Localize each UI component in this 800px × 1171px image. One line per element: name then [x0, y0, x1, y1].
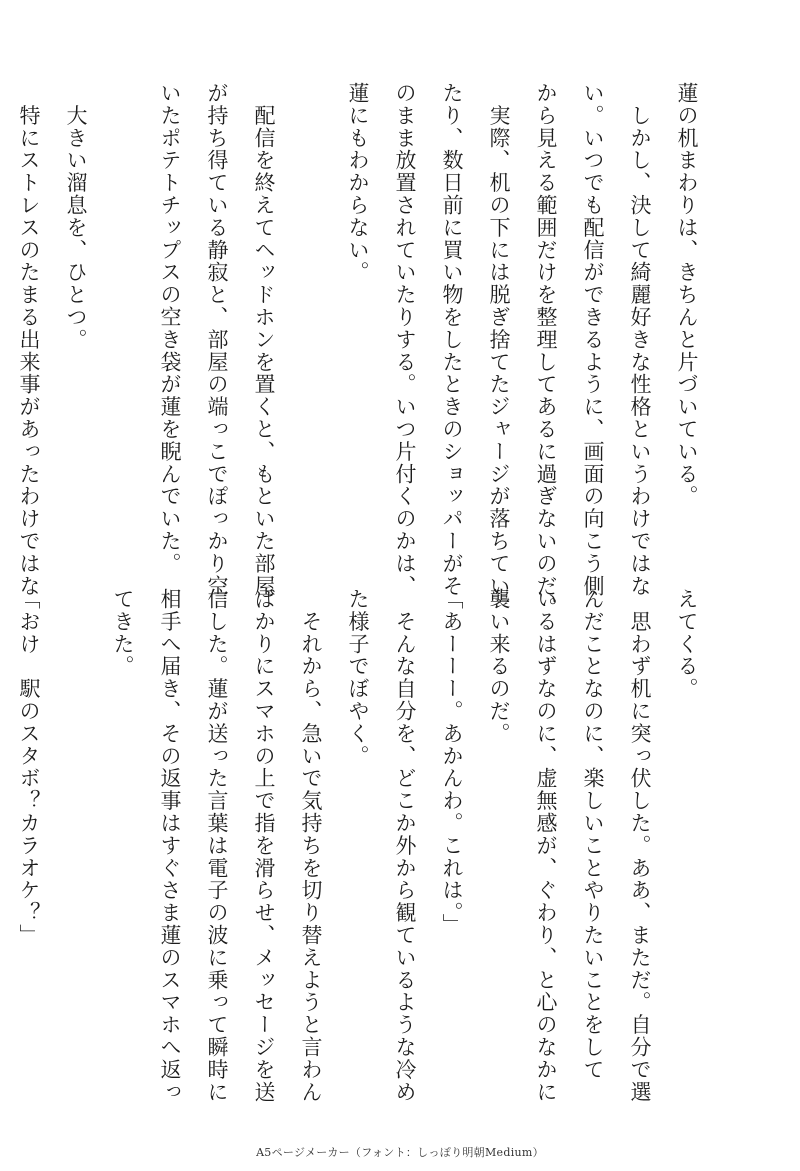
text-line: た様子でぼやく。	[346, 588, 370, 768]
text-line: 思わず机に突っ伏した。ああ、まただ。自分で選	[628, 588, 652, 1104]
text-line: 蓮にもわからない。	[346, 82, 370, 284]
text-line: ばかりにスマホの上で指を滑らせ、メッセージを送	[252, 588, 276, 1104]
text-line: いるはずなのに、虚無感が、ぐわり、と心のなかに	[534, 588, 558, 1104]
lower-text-block	[0, 588, 710, 1104]
text-line: そんな自分を、どこか外から観ているような冷め	[393, 588, 417, 1104]
text-line: それから、急いで気持ちを切り替えようと言わん	[299, 588, 323, 1104]
text-line: のまま放置されていたりする。いつ片付くのかは、	[393, 82, 417, 598]
text-line	[52, 588, 99, 1058]
text-line: 実際、机の下には脱ぎ捨てたジャージが落ちてい	[487, 82, 511, 598]
text-line: んだことなのに、楽しいことやりたいことをして	[581, 588, 605, 1081]
text-line: 「おけ 駅のスタボ？カラオケ？」	[17, 588, 41, 947]
footer-caption: A5ページメーカー（フォント：しっぽり明朝Medium）	[256, 1146, 544, 1159]
text-line: い。いつでも配信ができるように、画面の向こう側	[581, 82, 605, 598]
upper-text-block	[0, 82, 710, 620]
text-line: たり、数日前に買い物をしたときのショッパーがそ	[440, 82, 464, 598]
text-line: いたポテトチップスの空き袋が蓮を睨んでいた。	[158, 82, 182, 575]
text-line: 「あーーー。あかんわ。これは。」	[440, 588, 464, 936]
text-line: 特にストレスのたまる出来事があったわけではな	[17, 82, 41, 598]
text-line	[0, 82, 5, 552]
text-line: 蓮の机まわりは、きちんと片づいている。	[675, 82, 699, 508]
text-line: えてくる。	[675, 588, 699, 700]
text-line: 襲い来るのだ。	[487, 588, 511, 745]
text-line: 信した。蓮が送った言葉は電子の波に乗って瞬時に	[205, 588, 229, 1104]
text-line: が持ち得ている静寂と、部屋の端っこでぽっかり空	[205, 82, 229, 598]
text-line	[99, 82, 146, 552]
text-line: しかし、決して綺麗好きな性格というわけではな	[628, 82, 652, 598]
text-line: 大きい溜息を、ひとつ。	[64, 82, 88, 351]
text-line: 配信を終えてヘッドホンを置くと、もといた部屋	[252, 82, 276, 598]
text-line: てきた。	[111, 588, 135, 678]
text-line: 相手へ届き、その返事はすぐさま蓮のスマホへ返っ	[158, 588, 182, 1104]
text-line: から見える範囲だけを整理してあるに過ぎないのだ。	[534, 82, 558, 620]
text-line	[287, 82, 334, 552]
